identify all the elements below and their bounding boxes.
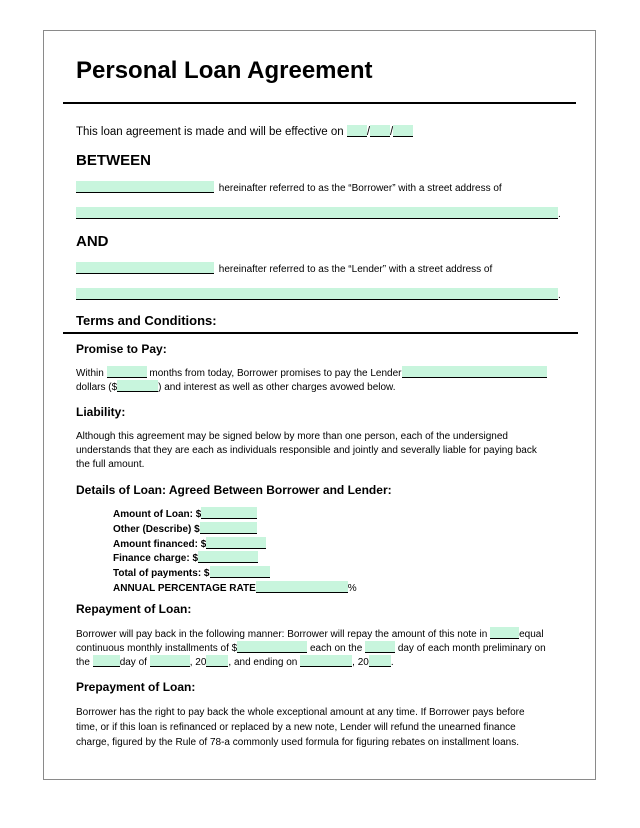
period: . <box>390 657 394 668</box>
terms-rule <box>63 332 578 334</box>
prepayment-line: Borrower has the right to pay back the whole exceptional amount at any time. If Borrower pays before <box>76 707 525 718</box>
prepayment-heading: Prepayment of Loan: <box>76 680 196 694</box>
repayment-text: the <box>76 657 90 668</box>
start-month-field[interactable] <box>150 655 190 667</box>
repayment-text: day of each month preliminary on <box>397 643 546 654</box>
liability-line: Although this agreement may be signed below by more than one person, each of the undersigned <box>76 431 508 442</box>
promise-text: dollars ($ <box>76 382 118 393</box>
between-heading: BETWEEN <box>76 152 151 169</box>
amount-financed-field[interactable] <box>206 537 266 549</box>
repayment-text: continuous monthly installments of $ <box>76 643 238 654</box>
repayment-line-3 <box>76 655 394 670</box>
effective-day-field[interactable] <box>370 125 390 137</box>
start-year-field[interactable] <box>206 655 228 667</box>
other-field[interactable] <box>200 522 257 534</box>
effective-year-field[interactable] <box>393 125 413 137</box>
borrower-name-field[interactable] <box>76 181 214 193</box>
repayment-text: , and ending on <box>228 657 298 668</box>
date-separator: / <box>390 126 394 138</box>
lender-amount-words-field[interactable] <box>402 366 547 378</box>
lender-name-field[interactable] <box>76 262 214 274</box>
and-heading: AND <box>76 233 109 250</box>
amount-of-loan-field[interactable] <box>201 507 257 519</box>
liability-heading: Liability: <box>76 405 126 419</box>
prepayment-line: charge, figured by the Rule of 78-a commonly used formula for figuring rebates on installment loans. <box>76 737 520 748</box>
apr-row <box>113 581 357 596</box>
borrower-text: hereinafter referred to as the “Borrower” with a street address of <box>218 183 502 194</box>
promise-text: ) and interest as well as other charges avowed below. <box>158 382 396 393</box>
title-rule <box>63 102 576 104</box>
finance-charge-label: Finance charge: $ <box>113 553 199 565</box>
period: . <box>558 290 561 301</box>
other-row <box>113 522 357 537</box>
promise-line-1 <box>76 366 547 381</box>
repayment-text: each on the <box>309 643 363 654</box>
months-field[interactable] <box>107 366 147 378</box>
total-payments-field[interactable] <box>210 566 270 578</box>
repayment-text: Borrower will pay back in the following manner: Borrower will repay the amount of this note in <box>76 629 488 640</box>
promise-heading: Promise to Pay: <box>76 342 167 356</box>
promise-line-2 <box>76 380 396 395</box>
borrower-address-line <box>76 207 561 222</box>
start-day-field[interactable] <box>93 655 120 667</box>
repayment-text: equal <box>519 629 544 640</box>
repayment-line-1 <box>76 627 544 642</box>
liability-paragraph <box>76 430 537 472</box>
amount-financed-label: Amount financed: $ <box>113 538 207 550</box>
amount-of-loan-label: Amount of Loan: $ <box>113 509 202 520</box>
lender-line <box>76 262 492 277</box>
repayment-text: day of <box>119 657 147 668</box>
lender-address-field[interactable] <box>76 288 558 300</box>
repayment-text: , 20 <box>352 657 369 668</box>
effective-month-field[interactable] <box>347 125 367 137</box>
page-title: Personal Loan Agreement <box>76 57 373 84</box>
terms-heading: Terms and Conditions: <box>76 313 217 328</box>
loan-details-list <box>113 507 357 596</box>
effective-text: This loan agreement is made and will be effective on <box>76 126 344 138</box>
total-payments-row <box>113 566 357 581</box>
promise-text: Within <box>76 368 104 379</box>
apr-field[interactable] <box>256 581 348 593</box>
period: . <box>558 209 561 220</box>
total-payments-label: Total of payments: $ <box>113 568 210 580</box>
other-label: Other (Describe) $ <box>113 523 200 535</box>
day-of-month-field[interactable] <box>365 641 395 653</box>
borrower-line <box>76 181 502 196</box>
effective-line <box>76 125 413 138</box>
installments-count-field[interactable] <box>490 627 519 639</box>
prepayment-paragraph <box>76 705 525 750</box>
finance-charge-row <box>113 551 357 566</box>
repayment-line-2 <box>76 641 546 656</box>
end-year-field[interactable] <box>369 655 391 667</box>
apr-label: ANNUAL PERCENTAGE RATE <box>113 582 256 594</box>
repayment-text: , 20 <box>189 657 207 668</box>
date-separator: / <box>366 126 371 138</box>
amount-of-loan-row <box>113 507 357 522</box>
liability-line: the full amount. <box>76 459 145 470</box>
installment-amount-field[interactable] <box>237 641 307 653</box>
details-heading: Details of Loan: Agreed Between Borrower and Lender: <box>76 483 392 497</box>
dollars-field[interactable] <box>117 380 158 392</box>
repayment-heading: Repayment of Loan: <box>76 602 192 616</box>
finance-charge-field[interactable] <box>198 551 258 563</box>
prepayment-line: time, or if this loan is refinanced or replaced by a new note, Lender will refund the unearned finance <box>76 722 516 733</box>
lender-address-line <box>76 288 561 303</box>
amount-financed-row <box>113 537 357 552</box>
borrower-address-field[interactable] <box>76 207 558 219</box>
end-date-field[interactable] <box>300 655 352 667</box>
percent-sign: % <box>347 582 357 594</box>
lender-text: hereinafter referred to as the “Lender” with a street address of <box>218 264 493 275</box>
liability-line: understands that they are each as individuals responsible and jointly and severally liable for paying back <box>76 445 537 456</box>
promise-text: months from today, Borrower promises to pay the Lender <box>149 368 402 379</box>
